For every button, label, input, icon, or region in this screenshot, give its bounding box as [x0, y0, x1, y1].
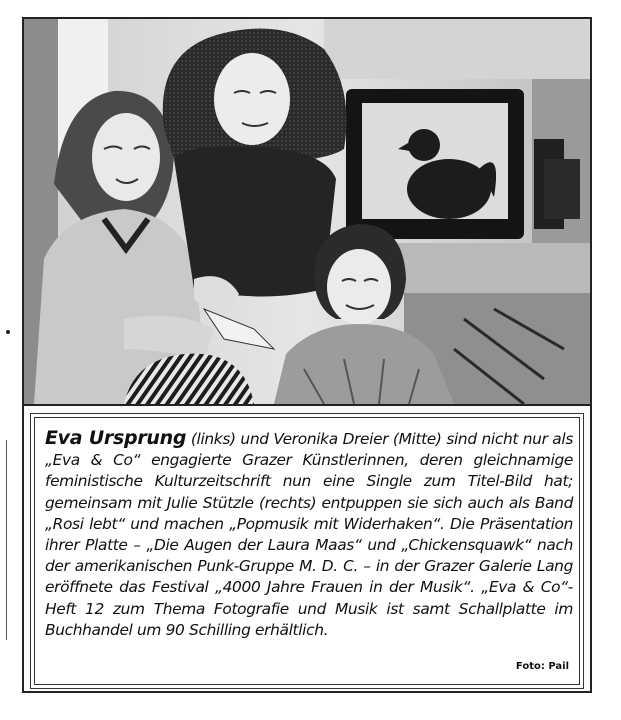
newspaper-clipping — [22, 17, 592, 693]
caption-body: (links) und Veronika Dreier (Mitte) sind nicht nur als „Eva & Co“ engagierte Grazer Künstlerinnen, deren gleichnamige feministische Kulturzeitschrift nun eine Single zum Titel-Bild hat; gemeinsam mit Julie Stützle (rechts) entpuppen sie sich auch als Band „Rosi lebt“ und machen „Popmusik mit Widerhaken“. Die Präsentation ihrer Platte – „Die Augen der Laura Maas“ und „Chickensquawk“ nach der amerikanischen Punk-Gruppe M. D. C. – in der Grazer Galerie Lang eröffnete das Festival „4000 Jahre Frauen in der Musik“. „Eva & Co“-Heft 12 zum Thema Fotografie und Musik ist samt Schallplatte im Buchhandel um 90 Schilling erhältlich. — [45, 430, 573, 639]
photo-credit: Foto: Pail — [515, 661, 569, 672]
table — [384, 243, 590, 293]
margin-rule — [6, 440, 7, 640]
caption-box — [30, 413, 584, 689]
caption-lead-name: Eva Ursprung — [45, 427, 187, 449]
photo-illustration — [24, 19, 590, 404]
photo-caption — [45, 428, 573, 641]
press-photo — [24, 19, 590, 406]
margin-dot — [6, 330, 10, 334]
